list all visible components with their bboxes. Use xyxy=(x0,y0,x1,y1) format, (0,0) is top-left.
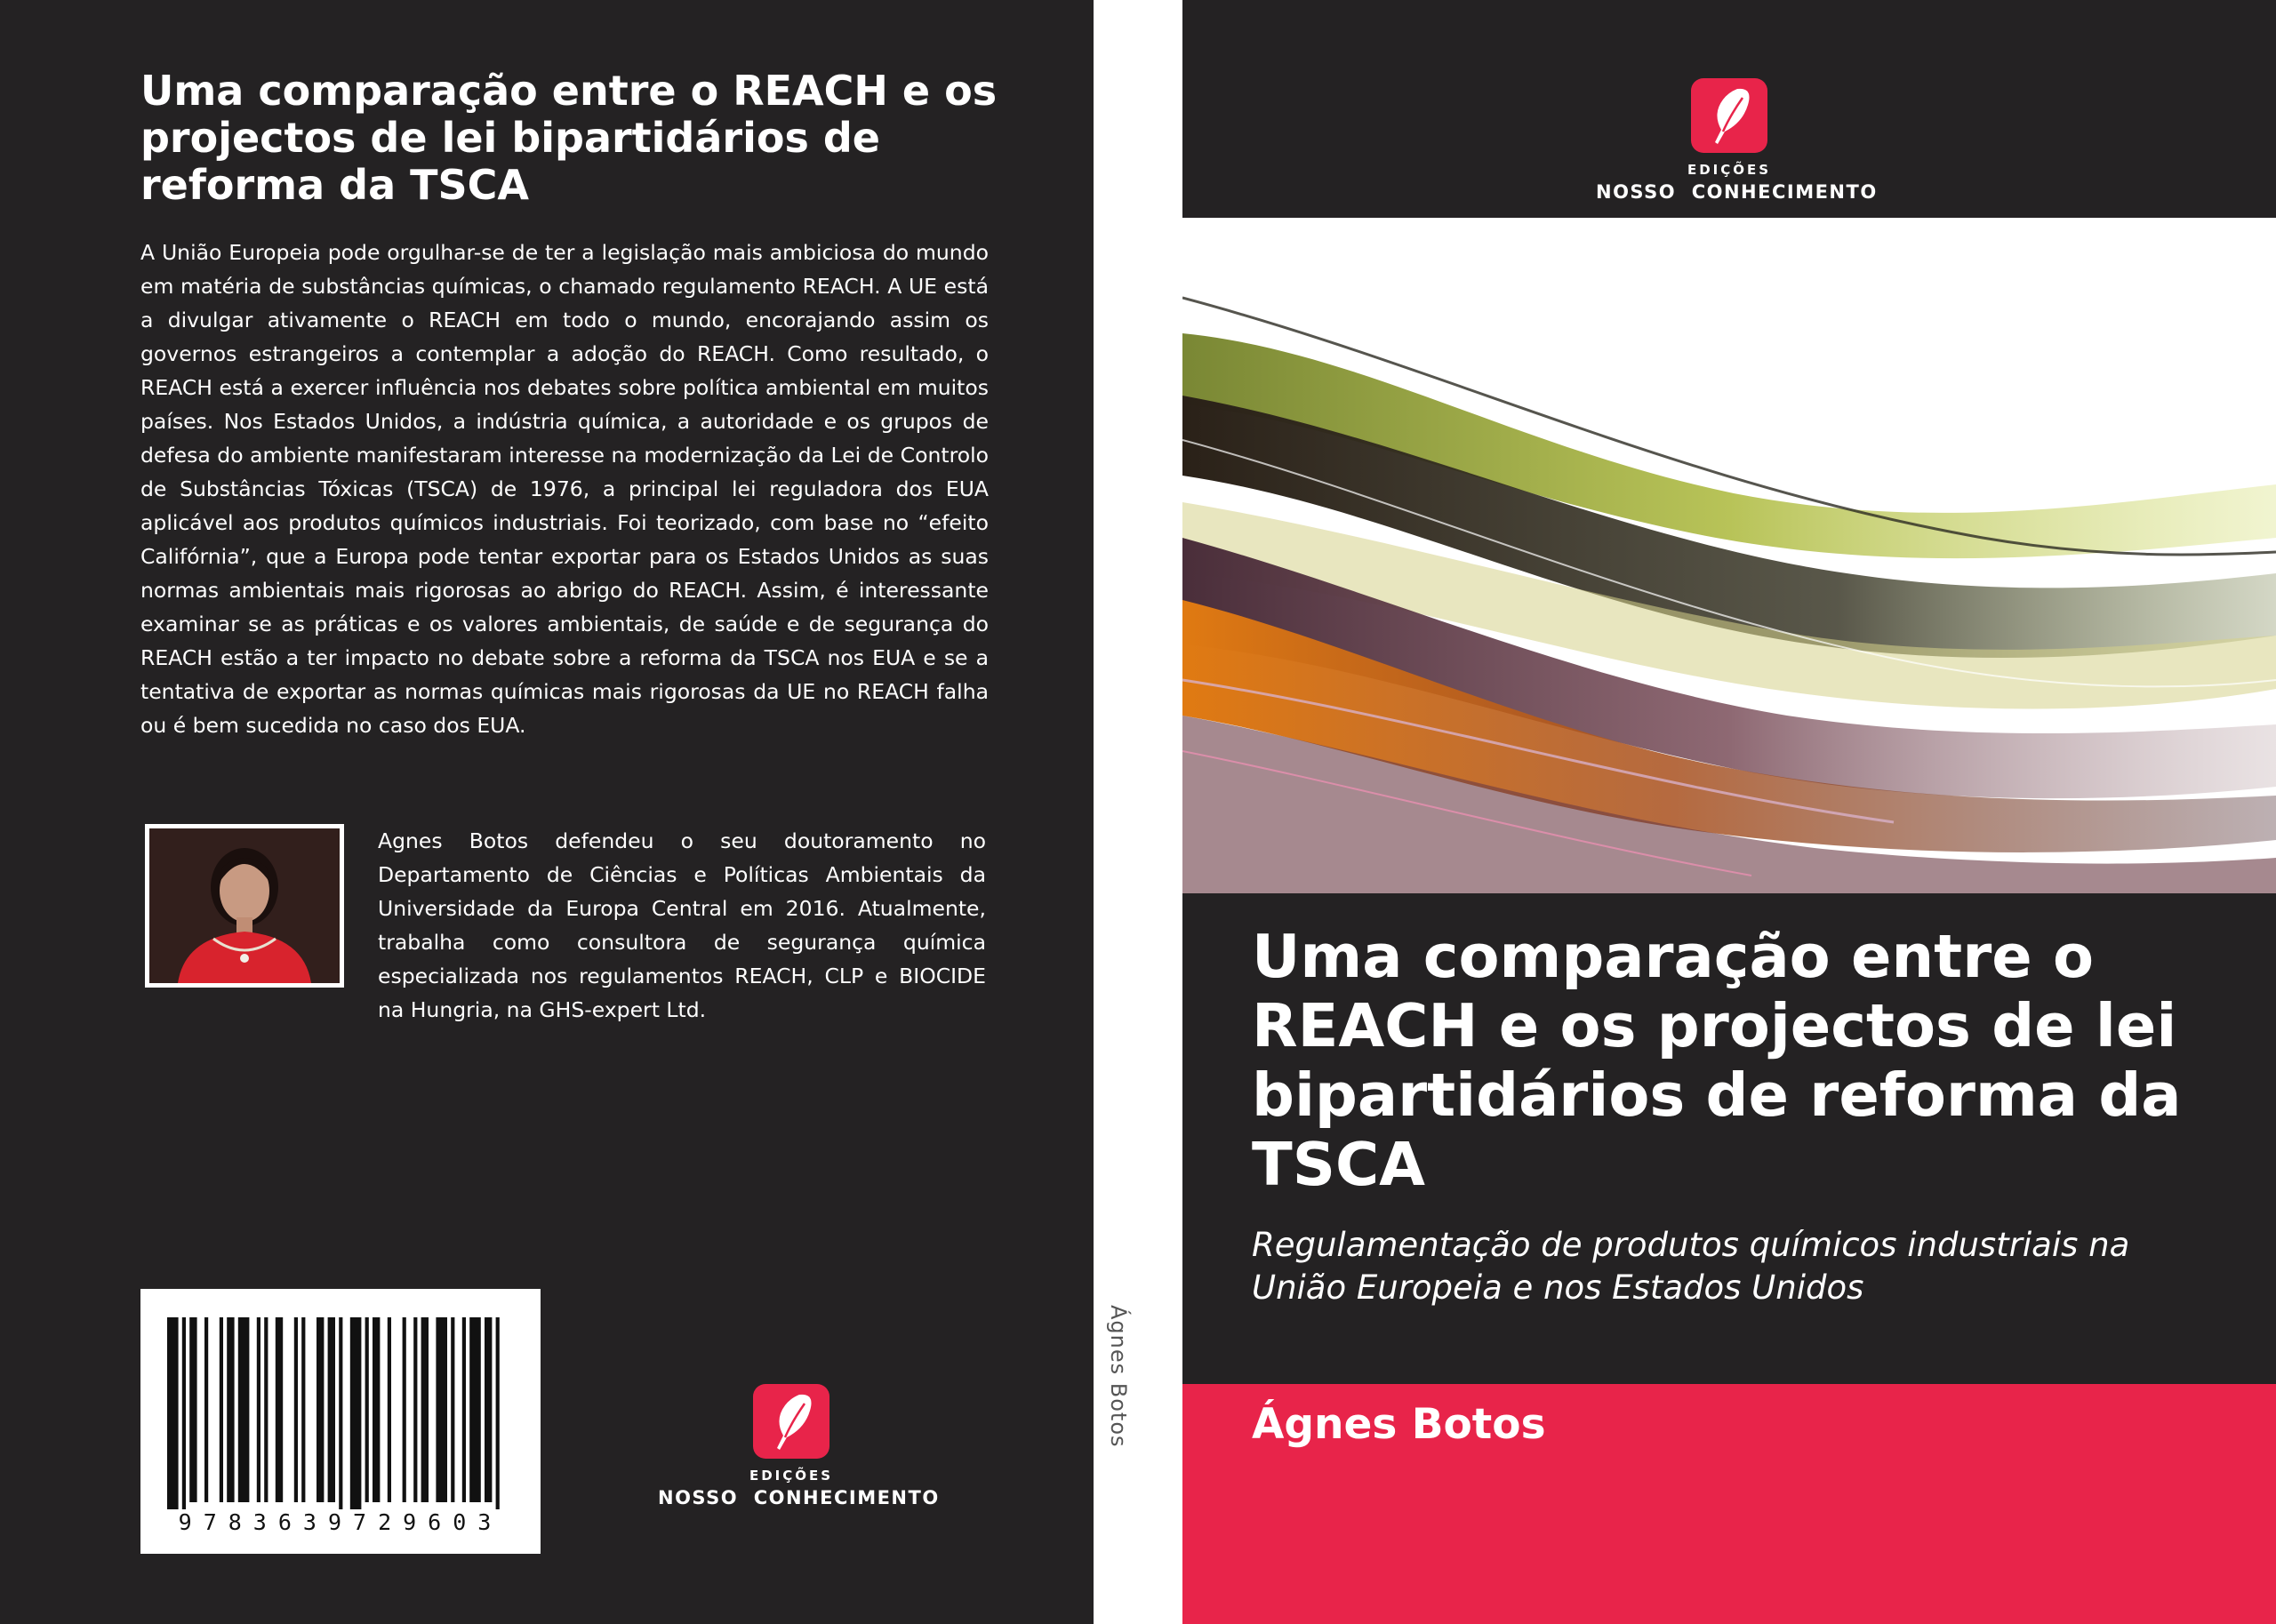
barcode-bar xyxy=(462,1317,466,1502)
feather-icon xyxy=(1691,78,1767,153)
barcode-bar xyxy=(264,1317,268,1502)
back-publisher-logo xyxy=(658,1384,940,1508)
barcode-bar xyxy=(496,1317,500,1509)
barcode-bar xyxy=(167,1317,179,1509)
barcode-bar xyxy=(413,1317,417,1502)
barcode-bar xyxy=(421,1317,429,1502)
author-bio: Agnes Botos defendeu o seu doutoramento no Departamento de Ciências e Políticas Ambientais da Universidade da Europa Central em 2016. Atualmente, trabalha como consultora de segurança química especializada nos regulamentos REACH, CLP e BIOCIDE na Hungria, na GHS-expert Ltd. xyxy=(378,828,986,1022)
publisher-line-1: EDIÇÕES xyxy=(1687,162,1772,178)
barcode-bar xyxy=(373,1317,380,1502)
author-photo xyxy=(145,824,344,988)
barcode-bar xyxy=(189,1317,196,1502)
spine-author: Ágnes Botos xyxy=(1106,1305,1131,1448)
barcode-bar xyxy=(339,1317,342,1509)
barcode-bar xyxy=(451,1317,454,1502)
front-cover-subtitle: Regulamentação de produtos químicos industriais na União Europeia e nos Estados Unidos xyxy=(1252,1226,2130,1307)
publisher-line-2: NOSSO CONHECIMENTO xyxy=(658,1487,940,1508)
barcode-bar xyxy=(182,1317,186,1509)
front-cover-author: Ágnes Botos xyxy=(1252,1400,1546,1449)
barcode-bar xyxy=(328,1317,335,1502)
barcode-bar xyxy=(485,1317,492,1502)
isbn-number: 9783639729603 xyxy=(178,1509,503,1535)
barcode-bar xyxy=(350,1317,362,1509)
barcode-bar xyxy=(257,1317,260,1502)
barcode-bar xyxy=(227,1317,234,1502)
barcode-bar xyxy=(388,1317,391,1502)
author-portrait-image xyxy=(149,828,340,983)
isbn-barcode xyxy=(140,1289,541,1554)
barcode-bar xyxy=(238,1317,250,1502)
barcode-bar xyxy=(276,1317,283,1502)
barcode-bar xyxy=(220,1317,223,1502)
front-author-band xyxy=(1182,1384,2276,1624)
back-cover-blurb: A União Europeia pode orgulhar-se de ter a legislação mais ambiciosa do mundo em matéria de substâncias químicas, o chamado regulamento REACH. A UE está a divulgar ativamente o REACH em todo o mundo, encorajando assim os governos estrangeiros a contemplar a adoção do REACH. Como resultado, o REACH está a exercer influência nos debates sobre política ambiental em muitos países. Nos Estados Unidos, a indústria química, a autoridade e os grupos de defesa do ambiente manifestaram interesse na modernização da Lei de Controlo de Substâncias Tóxicas (TSCA) de 1976, a principal lei reguladora dos EUA aplicável aos produtos químicos industriais. Foi teorizado, com base no “efeito Califórnia”, que a Europa pode tentar exportar para os Estados Unidos as suas normas ambientais mais rigorosas ao abrigo do REACH. Assim, é interessante examinar se as práticas e os valores ambientais, de saúde e de segurança do REACH estão a ter impacto no debate sobre a reforma da TSCA nos EUA e se a tentativa de exportar as normas químicas mais rigorosas da UE no REACH falha ou é bem sucedida no caso dos EUA. xyxy=(140,240,989,738)
front-title-block xyxy=(1182,893,2276,1384)
barcode-bar xyxy=(403,1317,406,1502)
barcode-bar xyxy=(301,1317,305,1502)
barcode-bar xyxy=(294,1317,298,1502)
barcode-bar xyxy=(317,1317,324,1502)
cover-artwork-waves xyxy=(1182,218,2276,893)
front-publisher-logo xyxy=(1596,78,1878,203)
barcode-bar xyxy=(204,1317,208,1502)
barcode-bar xyxy=(365,1317,369,1502)
publisher-line-2: NOSSO CONHECIMENTO xyxy=(1596,181,1878,203)
publisher-line-1: EDIÇÕES xyxy=(749,1468,834,1484)
back-cover-title: Uma comparação entre o REACH e os projectos de lei bipartidários de reforma da TSCA xyxy=(140,67,998,209)
front-cover-title: Uma comparação entre o REACH e os projectos de lei bipartidários de reforma da TSCA xyxy=(1252,922,2182,1199)
barcode-bars xyxy=(140,1289,541,1509)
feather-icon xyxy=(753,1384,829,1459)
front-publisher-band xyxy=(1182,0,2276,218)
back-cover xyxy=(0,0,1094,1624)
barcode-bar xyxy=(436,1317,447,1502)
barcode-bar xyxy=(469,1317,481,1502)
